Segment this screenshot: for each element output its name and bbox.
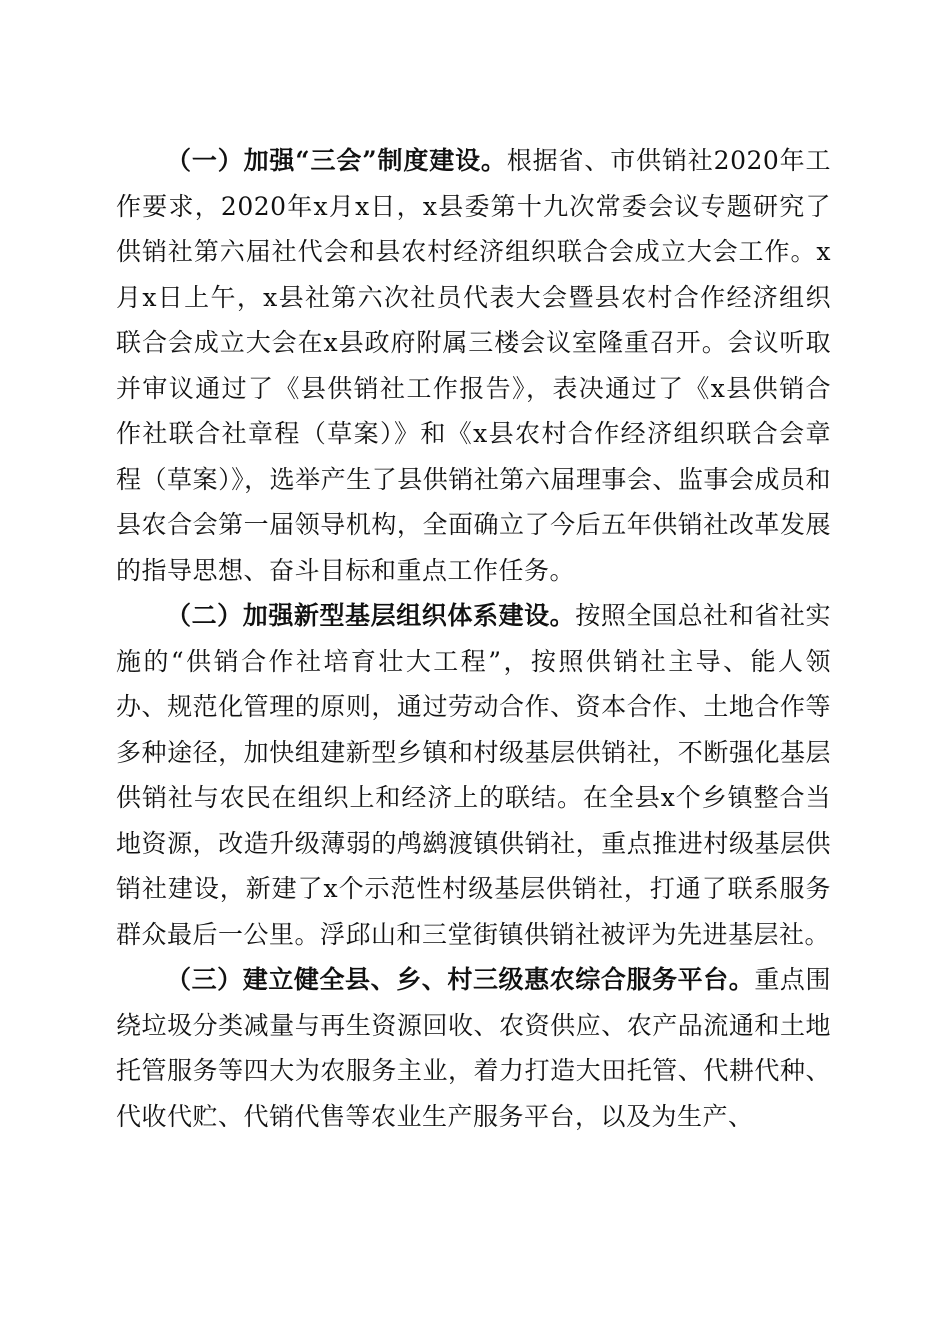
- paragraph-1: [116, 138, 831, 593]
- paragraph-2-body: 按照全国总社和省社实施的“供销合作社培育壮大工程”，按照供销社主导、能人领办、规范化管理的原则，通过劳动合作、资本合作、土地合作等多种途径，加快组建新型乡镇和村级基层供销社，不断强化基层供销社与农民在组织上和经济上的联结。在全县x个乡镇整合当地资源，改造升级薄弱的鸬鹚渡镇供销社，重点推进村级基层供销社建设，新建了x个示范性村级基层供销社，打通了联系服务群众最后一公里。浮邱山和三堂街镇供销社被评为先进基层社。: [116, 601, 831, 949]
- paragraph-1-body: 根据省、市供销社2020年工作要求，2020年x月x日，x县委第十九次常委会议专题研究了供销社第六届社代会和县农村经济组织联合会成立大会工作。x月x日上午，x县社第六次社员代表大会暨县农村合作经济组织联合会成立大会在x县政府附属三楼会议室隆重召开。会议听取并审议通过了《县供销社工作报告》，表决通过了《x县供销合作社联合社章程（草案）》和《x县农村合作经济组织联合会章程（草案）》，选举产生了县供销社第六届理事会、监事会成员和县农合会第一届领导机构，全面确立了今后五年供销社改革发展的指导思想、奋斗目标和重点工作任务。: [116, 146, 832, 585]
- paragraph-2-heading: （二）加强新型基层组织体系建设。: [166, 601, 576, 630]
- paragraph-2: [116, 593, 831, 957]
- paragraph-3-heading: （三）建立健全县、乡、村三级惠农综合服务平台。: [166, 965, 755, 994]
- paragraph-3: [116, 957, 831, 1139]
- paragraph-3-body: 重点围绕垃圾分类减量与再生资源回收、农资供应、农产品流通和土地托管服务等四大为农服务主业，着力打造大田托管、代耕代种、代收代贮、代销代售等农业生产服务平台，以及为生产、: [116, 965, 831, 1131]
- document-body: [116, 138, 831, 1139]
- paragraph-1-heading: （一）加强“三会”制度建设。: [166, 146, 507, 175]
